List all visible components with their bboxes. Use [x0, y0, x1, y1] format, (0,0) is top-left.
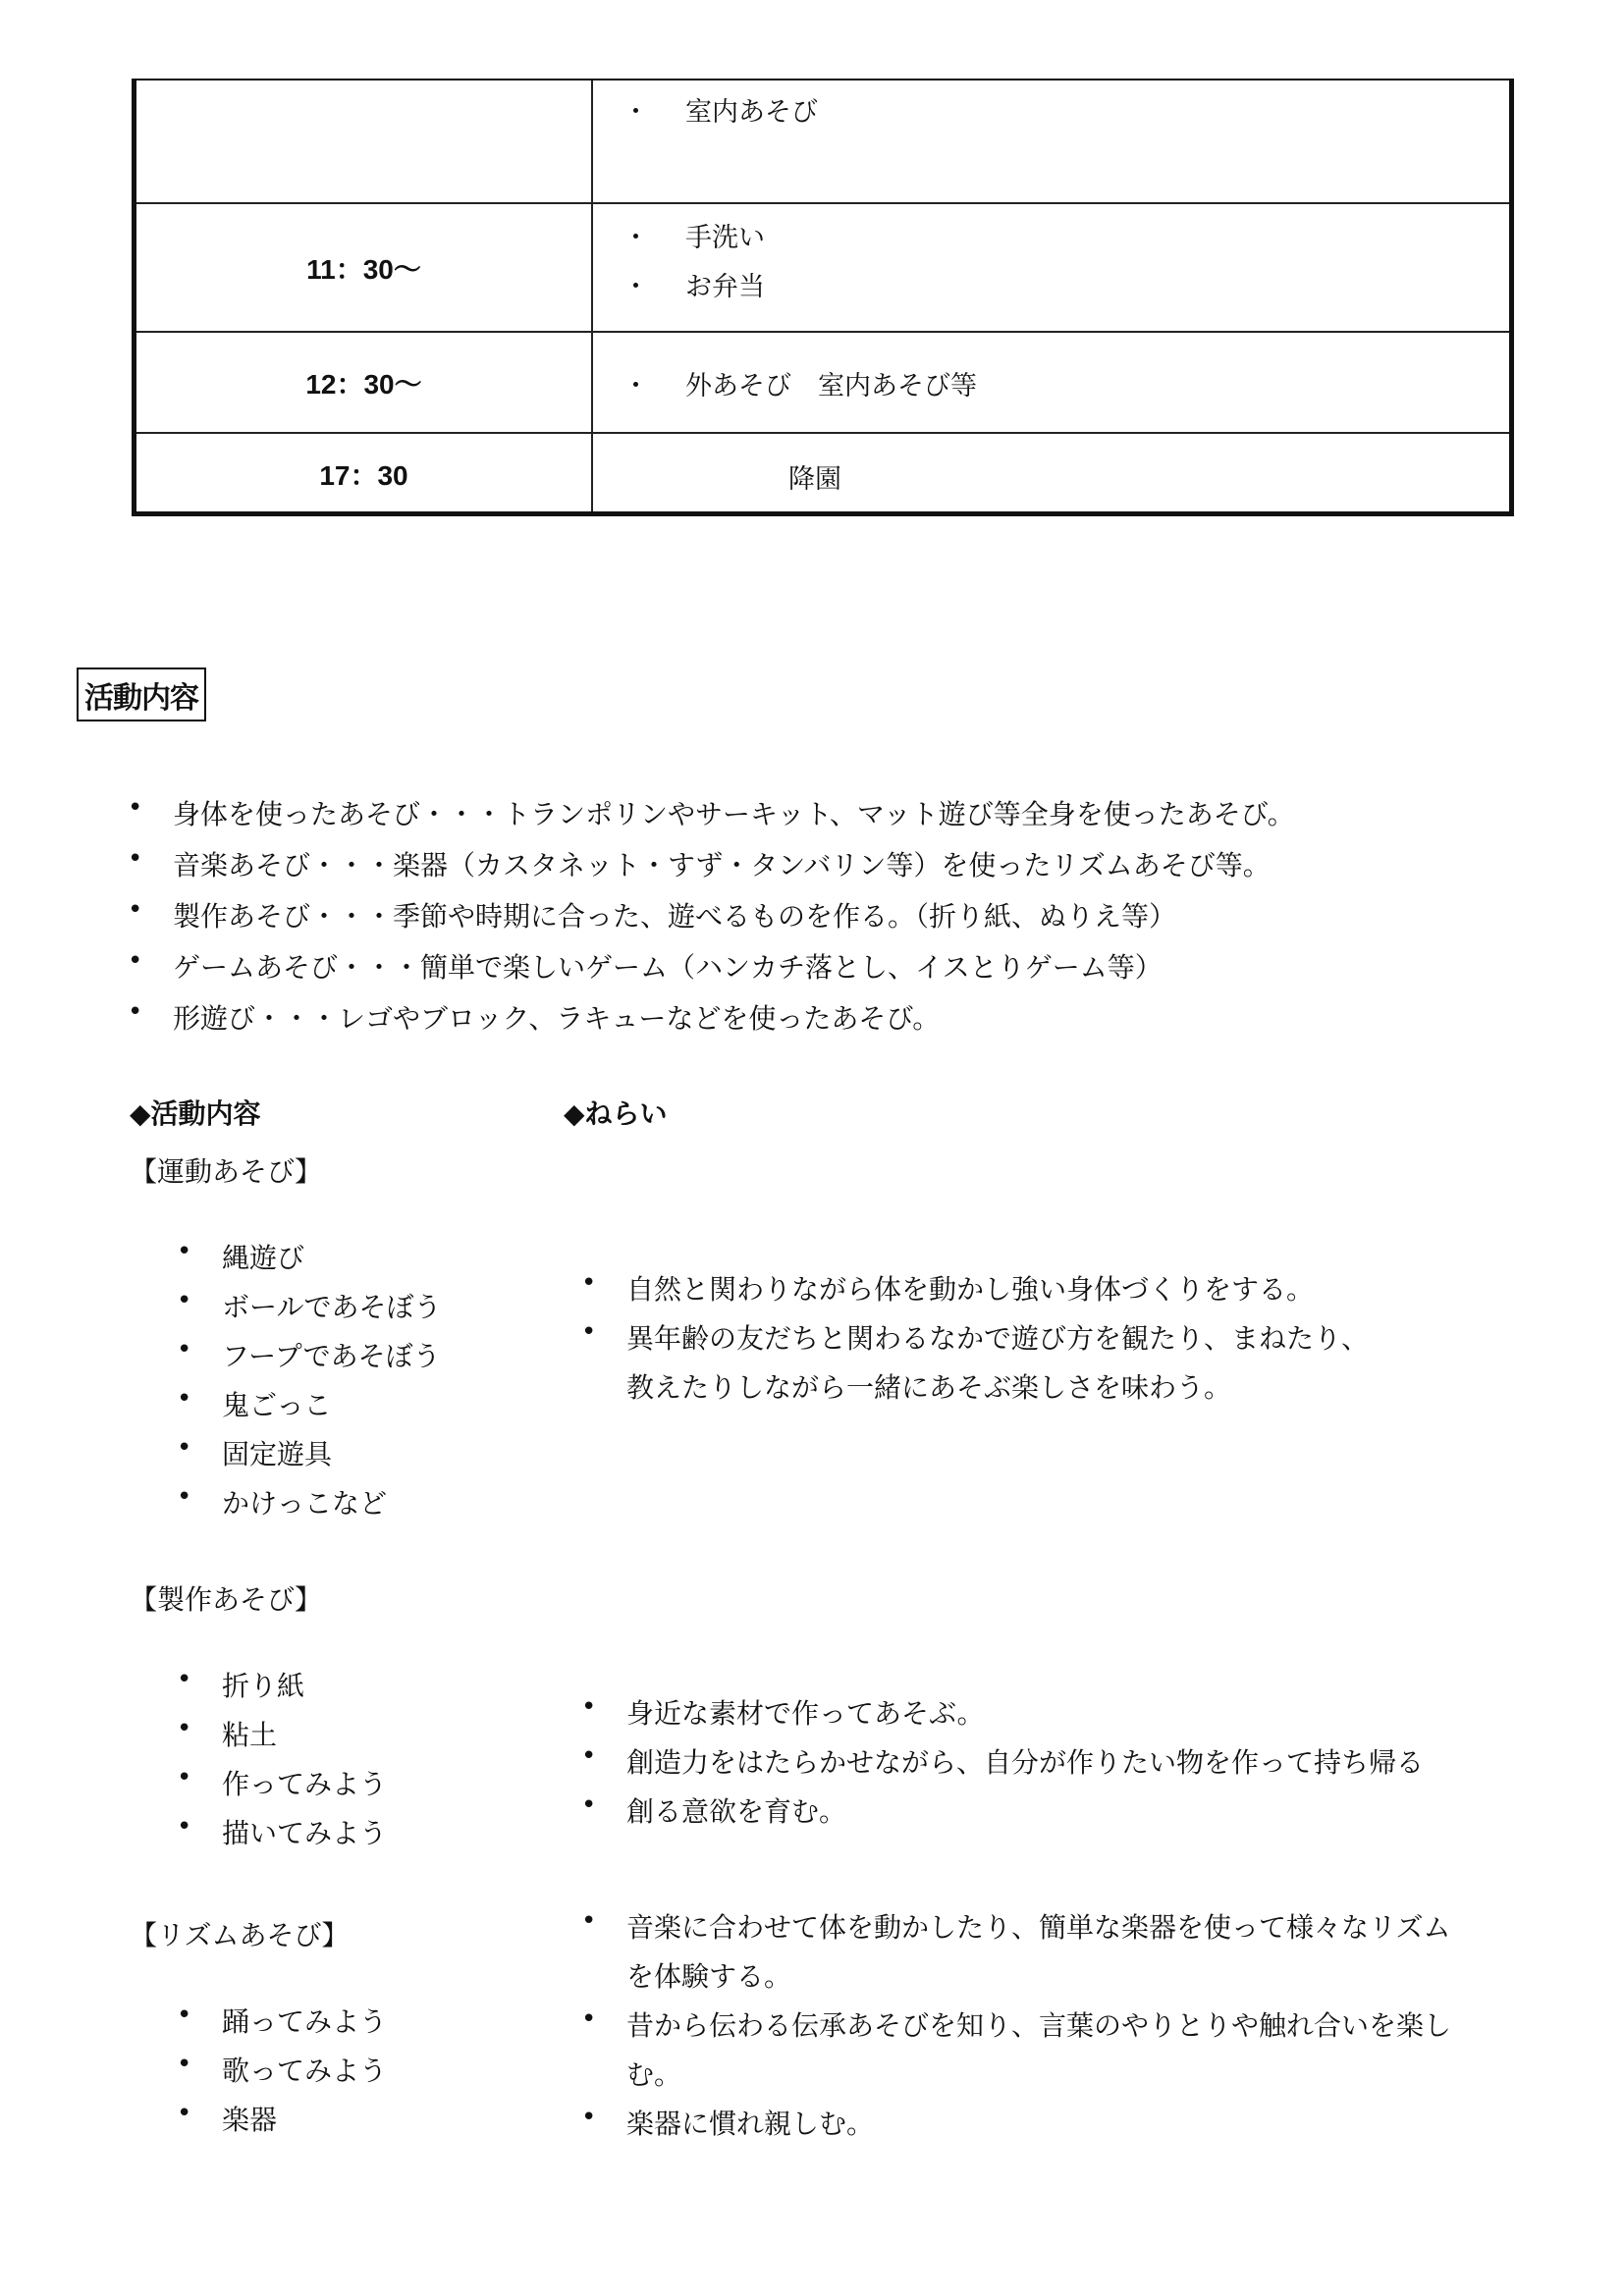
list-item-text: 自然と関わりながら体を動かし強い身体づくりをする。	[626, 1273, 1315, 1306]
aims-heading: ◆ねらい	[564, 1097, 668, 1130]
bullet: •	[128, 844, 143, 874]
category-label: 【運動あそび】	[130, 1155, 323, 1188]
category-label: 【リズムあそび】	[130, 1919, 350, 1951]
bullet: •	[128, 793, 143, 823]
list-item-text: 粘土	[222, 1719, 278, 1751]
activity-text: 降園	[788, 464, 841, 495]
list-item-text: 形遊び・・・レゴやブロック、ラキューなどを使ったあそび。	[173, 1002, 941, 1035]
bullet: •	[581, 1741, 597, 1771]
list-item-text: 踊ってみよう	[222, 2005, 388, 2038]
activity-text: 室内あそび	[685, 97, 818, 128]
list-item-continuation: む。	[626, 2058, 682, 2091]
list-item-text: ボールであそぼう	[222, 1291, 442, 1323]
bullet: •	[128, 997, 143, 1027]
bullet: •	[177, 2050, 192, 2079]
bullet: •	[581, 2103, 597, 2132]
category-label: 【製作あそび】	[130, 1583, 323, 1616]
bullet: •	[177, 1665, 192, 1694]
activity-cell	[593, 204, 1509, 331]
schedule-row	[136, 331, 1509, 432]
list-item-text: 描いてみよう	[222, 1817, 388, 1849]
bullet: •	[177, 1384, 192, 1414]
list-item-text: 鬼ごっこ	[222, 1389, 332, 1421]
list-item-text: フープであそぼう	[222, 1340, 441, 1372]
list-item-text: 固定遊具	[222, 1438, 333, 1470]
list-item-text: 身体を使ったあそび・・・トランポリンやサーキット、マット遊び等全身を使ったあそび。	[173, 798, 1295, 830]
list-item-text: 歌ってみよう	[222, 2055, 388, 2087]
list-item-text: ゲームあそび・・・簡単で楽しいゲーム（ハンカチ落とし、イスとりゲーム等）	[173, 951, 1163, 984]
time-cell: 11：30〜	[306, 253, 421, 285]
bullet: •	[581, 1317, 597, 1347]
list-item-text: 創る意欲を育む。	[626, 1795, 847, 1828]
list-item-text: 音楽あそび・・・楽器（カスタネット・すず・タンバリン等）を使ったリズムあそび等。	[173, 849, 1271, 881]
bullet: •	[581, 1906, 597, 1936]
list-item-text: 音楽に合わせて体を動かしたり、簡単な楽器を使って様々なリズム	[626, 1911, 1451, 1944]
bullet: •	[581, 1268, 597, 1298]
bullet: •	[177, 1763, 192, 1792]
list-item-continuation: 教えたりしながら一緒にあそぶ楽しさを味わう。	[626, 1371, 1232, 1404]
list-item-text: かけっこなど	[222, 1487, 388, 1520]
list-item-text: 製作あそび・・・季節や時期に合った、遊べるものを作る。（折り紙、ぬりえ等）	[173, 900, 1177, 933]
activity-text: 手洗い	[685, 223, 765, 253]
list-item-text: 楽器に慣れ親しむ。	[626, 2108, 875, 2140]
schedule-row	[136, 432, 1509, 513]
list-item-continuation: を体験する。	[626, 1960, 792, 1993]
bullet: ・	[623, 272, 649, 302]
schedule-table	[132, 79, 1514, 516]
bullet: •	[177, 1714, 192, 1743]
list-item-text: 楽器	[222, 2104, 278, 2136]
bullet: •	[128, 946, 143, 976]
bullet: •	[177, 1286, 192, 1315]
list-item-text: 縄遊び	[222, 1242, 305, 1274]
bullet: •	[177, 2001, 192, 2030]
bullet: •	[177, 1482, 192, 1512]
bullet: •	[581, 1790, 597, 1820]
activity-cell	[593, 80, 1509, 202]
schedule-row	[136, 202, 1509, 331]
list-item-text: 異年齢の友だちと関わるなかで遊び方を観たり、まねたり、	[626, 1322, 1370, 1355]
bullet: •	[177, 1237, 192, 1266]
bullet: •	[177, 2099, 192, 2128]
activities-heading: ◆活動内容	[130, 1097, 261, 1130]
bullet: ・	[623, 97, 649, 128]
time-cell	[136, 80, 591, 202]
time-cell: 12：30〜	[305, 368, 422, 400]
activity-text: 外あそび 室内あそび等	[685, 371, 977, 401]
list-item-text: 昔から伝わる伝承あそびを知り、言葉のやりとりや触れ合いを楽し	[626, 2009, 1452, 2042]
bullet: •	[177, 1335, 192, 1364]
bullet: •	[177, 1433, 192, 1463]
time-cell: 17：30	[319, 459, 408, 491]
bullet: ・	[623, 223, 649, 253]
activity-cell	[593, 434, 1509, 513]
list-item-text: 折り紙	[222, 1670, 305, 1702]
bullet: •	[581, 1692, 597, 1722]
activity-cell	[593, 333, 1509, 432]
list-item-text: 創造力をはたらかせながら、自分が作りたい物を作って持ち帰る	[626, 1746, 1425, 1779]
bullet: ・	[623, 371, 649, 401]
list-item-text: 身近な素材で作ってあそぶ。	[626, 1697, 985, 1730]
section-title: 活動内容	[77, 667, 206, 721]
activity-text: お弁当	[685, 272, 765, 302]
bullet: •	[581, 2004, 597, 2034]
list-item-text: 作ってみよう	[222, 1768, 388, 1800]
schedule-row	[136, 80, 1509, 202]
bullet: •	[128, 895, 143, 925]
bullet: •	[177, 1812, 192, 1842]
